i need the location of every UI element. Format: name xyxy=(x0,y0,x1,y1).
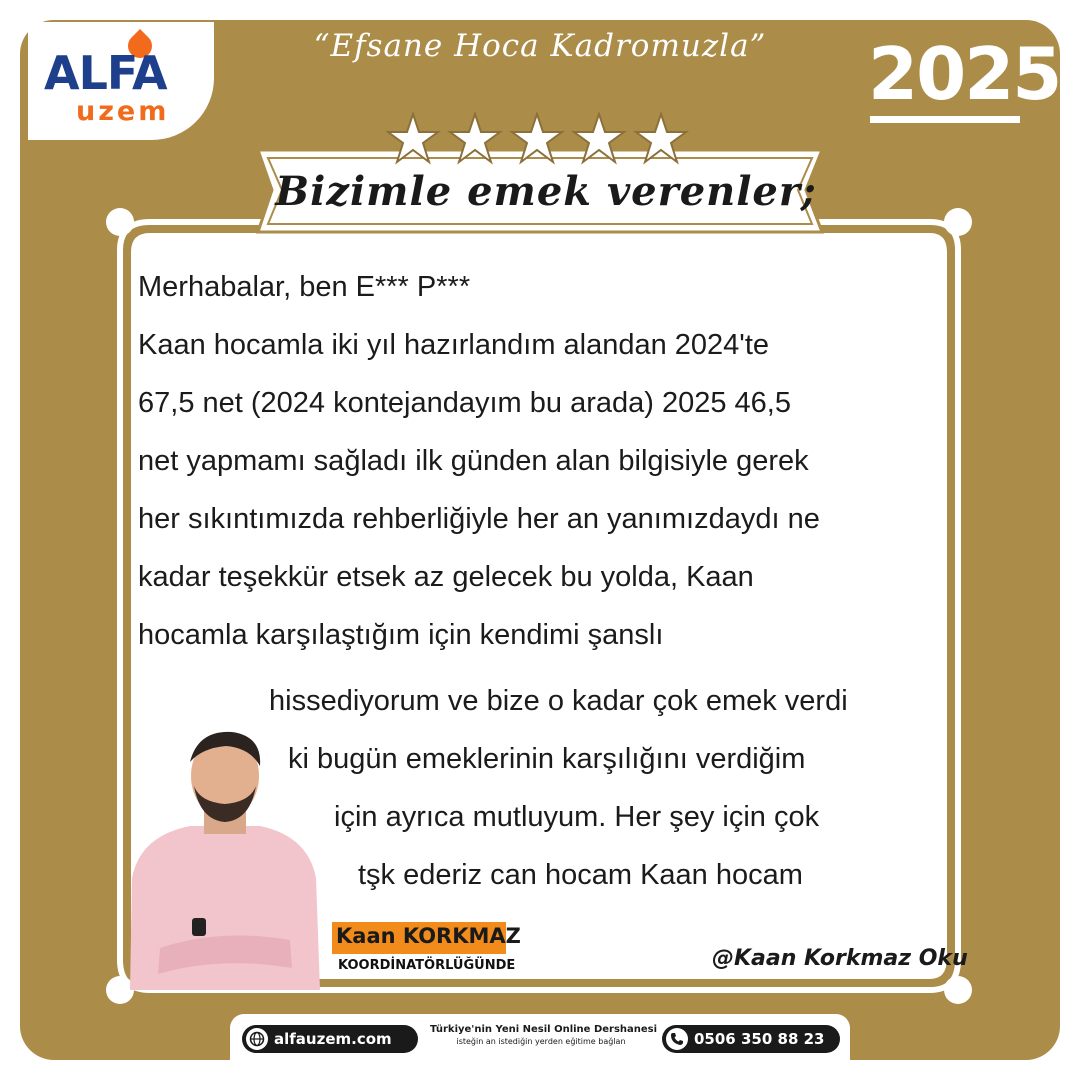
testimonial-upper xyxy=(138,258,820,664)
testimonial-line: 67,5 net (2024 kontejandayım bu arada) 2025 46,5 xyxy=(138,387,791,419)
slogan-line-2: isteğin an istediğin yerden eğitime bağlan xyxy=(456,1037,626,1046)
testimonial-line: hocamla karşılaştığım için kendimi şanslı xyxy=(138,619,664,651)
star-icon xyxy=(574,114,624,162)
globe-icon xyxy=(246,1028,268,1050)
testimonial-line: tşk ederiz can hocam Kaan hocam xyxy=(358,859,803,891)
logo-wordmark: ALFA xyxy=(44,46,167,100)
star-icon xyxy=(512,114,562,162)
logo-subword: uzem xyxy=(76,96,170,127)
rating-stars xyxy=(386,112,696,168)
teacher-name: Kaan KORKMAZ xyxy=(336,924,521,948)
testimonial-line: Kaan hocamla iki yıl hazırlandım alandan 2024'te xyxy=(138,329,770,361)
teacher-role: KOORDİNATÖRLÜĞÜNDE xyxy=(338,958,516,973)
website-link[interactable] xyxy=(242,1025,418,1053)
social-handle[interactable]: @Kaan Korkmaz Oku xyxy=(712,946,968,971)
card-title: Bizimle emek verenler; xyxy=(275,168,817,215)
tagline: “Efsane Hoca Kadromuzla” xyxy=(313,28,767,64)
phone-number: 0506 350 88 23 xyxy=(694,1030,825,1048)
footer-slogan xyxy=(430,1024,658,1046)
testimonial-line: hissediyorum ve bize o kadar çok emek verdi xyxy=(269,685,848,717)
star-icon xyxy=(636,114,686,162)
testimonial-line: kadar teşekkür etsek az gelecek bu yolda, Kaan xyxy=(138,561,754,593)
testimonial-intro: Merhabalar, ben E*** P*** xyxy=(138,271,471,303)
star-icon xyxy=(450,114,500,162)
testimonial-line: için ayrıca mutluyum. Her şey için çok xyxy=(334,801,820,833)
testimonial-line: ki bugün emeklerinin karşılığını verdiğim xyxy=(288,743,806,775)
teacher-photo xyxy=(120,728,330,990)
website-text: alfauzem.com xyxy=(274,1030,392,1048)
phone-icon xyxy=(666,1028,688,1050)
testimonial-line: net yapmamı sağladı ilk günden alan bilgisiyle gerek xyxy=(138,445,809,477)
star-icon xyxy=(388,114,438,162)
phone-link[interactable] xyxy=(662,1025,840,1053)
year-label: 2025 xyxy=(868,32,1061,116)
slogan-line-1: Türkiye'nin Yeni Nesil Online Dershanesi xyxy=(430,1024,658,1035)
testimonial-line: her sıkıntımızda rehberliğiyle her an yanımızdaydı ne xyxy=(138,503,820,535)
